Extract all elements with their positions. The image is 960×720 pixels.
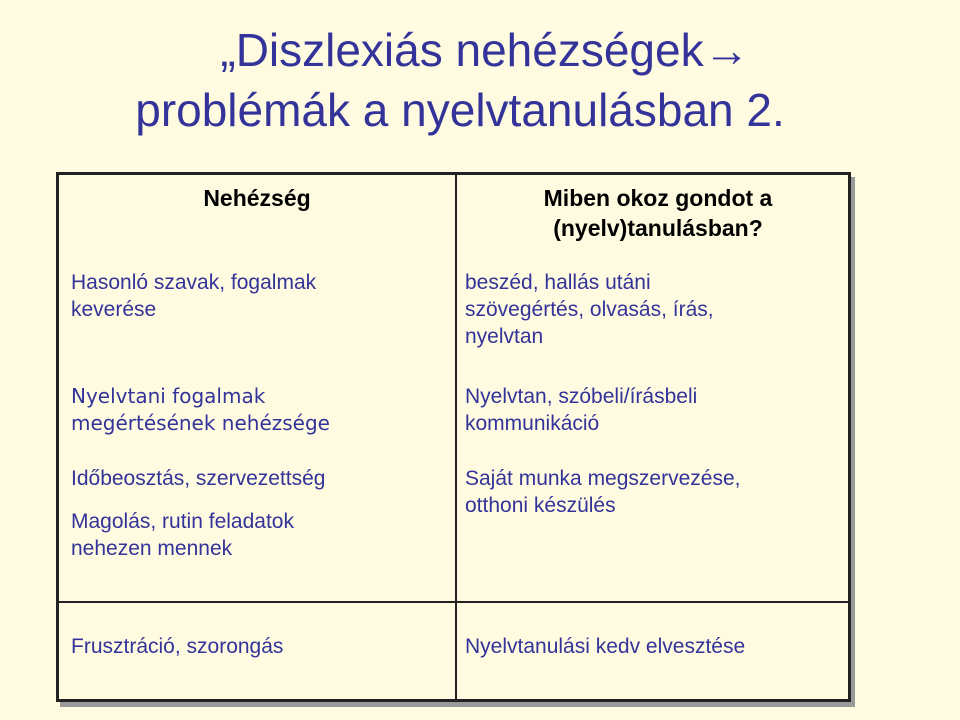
row-5-affected-area-line-1: Nyelvtanulási kedv elvesztése (465, 635, 746, 658)
row-3-affected-area-line-1: Saját munka megszervezése, (465, 467, 741, 490)
header-affected-area-line-2: (nyelv)tanulásban? (553, 215, 763, 241)
row-3-difficulty (71, 465, 441, 492)
row-5-affected-area (465, 633, 845, 660)
title-line-1: „Diszlexiás nehézségek→ (220, 24, 750, 76)
row-3-difficulty-line-1: Időbeosztás, szervezettség (71, 467, 326, 490)
row-1-difficulty-line-2: keverése (71, 298, 157, 321)
row-2-affected-area-line-1: Nyelvtan, szóbeli/írásbeli (465, 385, 698, 408)
row-5-difficulty (71, 633, 441, 660)
row-2-affected-area (465, 383, 845, 437)
row-4-difficulty (71, 508, 441, 562)
row-2-difficulty-line-2: megértésének nehézsége (71, 411, 330, 435)
header-affected-area (463, 183, 853, 243)
row-4-difficulty-line-2: nehezen mennek (71, 537, 233, 560)
row-1-difficulty-line-1: Hasonló szavak, fogalmak (71, 271, 317, 294)
row-1-affected-area-line-3: nyelvtan (465, 325, 544, 348)
row-2-difficulty (71, 383, 441, 437)
comparison-table (56, 172, 851, 702)
header-affected-area-line-1: Miben okoz gondot a (543, 185, 773, 211)
row-divider (59, 601, 848, 603)
row-1-affected-area-line-1: beszéd, hallás utáni (465, 271, 651, 294)
row-3-affected-area-line-2: otthoni készülés (465, 494, 616, 517)
row-1-affected-area-line-2: szövegértés, olvasás, írás, (465, 298, 714, 321)
title-line-2: problémák a nyelvtanulásban 2. (135, 84, 785, 136)
row-2-difficulty-line-1: Nyelvtani fogalmak (71, 384, 266, 408)
row-3-affected-area (465, 465, 845, 519)
row-1-difficulty (71, 269, 441, 323)
row-2-affected-area-line-2: kommunikáció (465, 412, 600, 435)
header-difficulty: Nehézség (203, 185, 311, 211)
row-5-difficulty-line-1: Frusztráció, szorongás (71, 635, 284, 658)
column-divider (455, 175, 457, 699)
slide-title (0, 22, 960, 138)
row-1-affected-area (465, 269, 845, 350)
row-4-difficulty-line-1: Magolás, rutin feladatok (71, 510, 294, 533)
